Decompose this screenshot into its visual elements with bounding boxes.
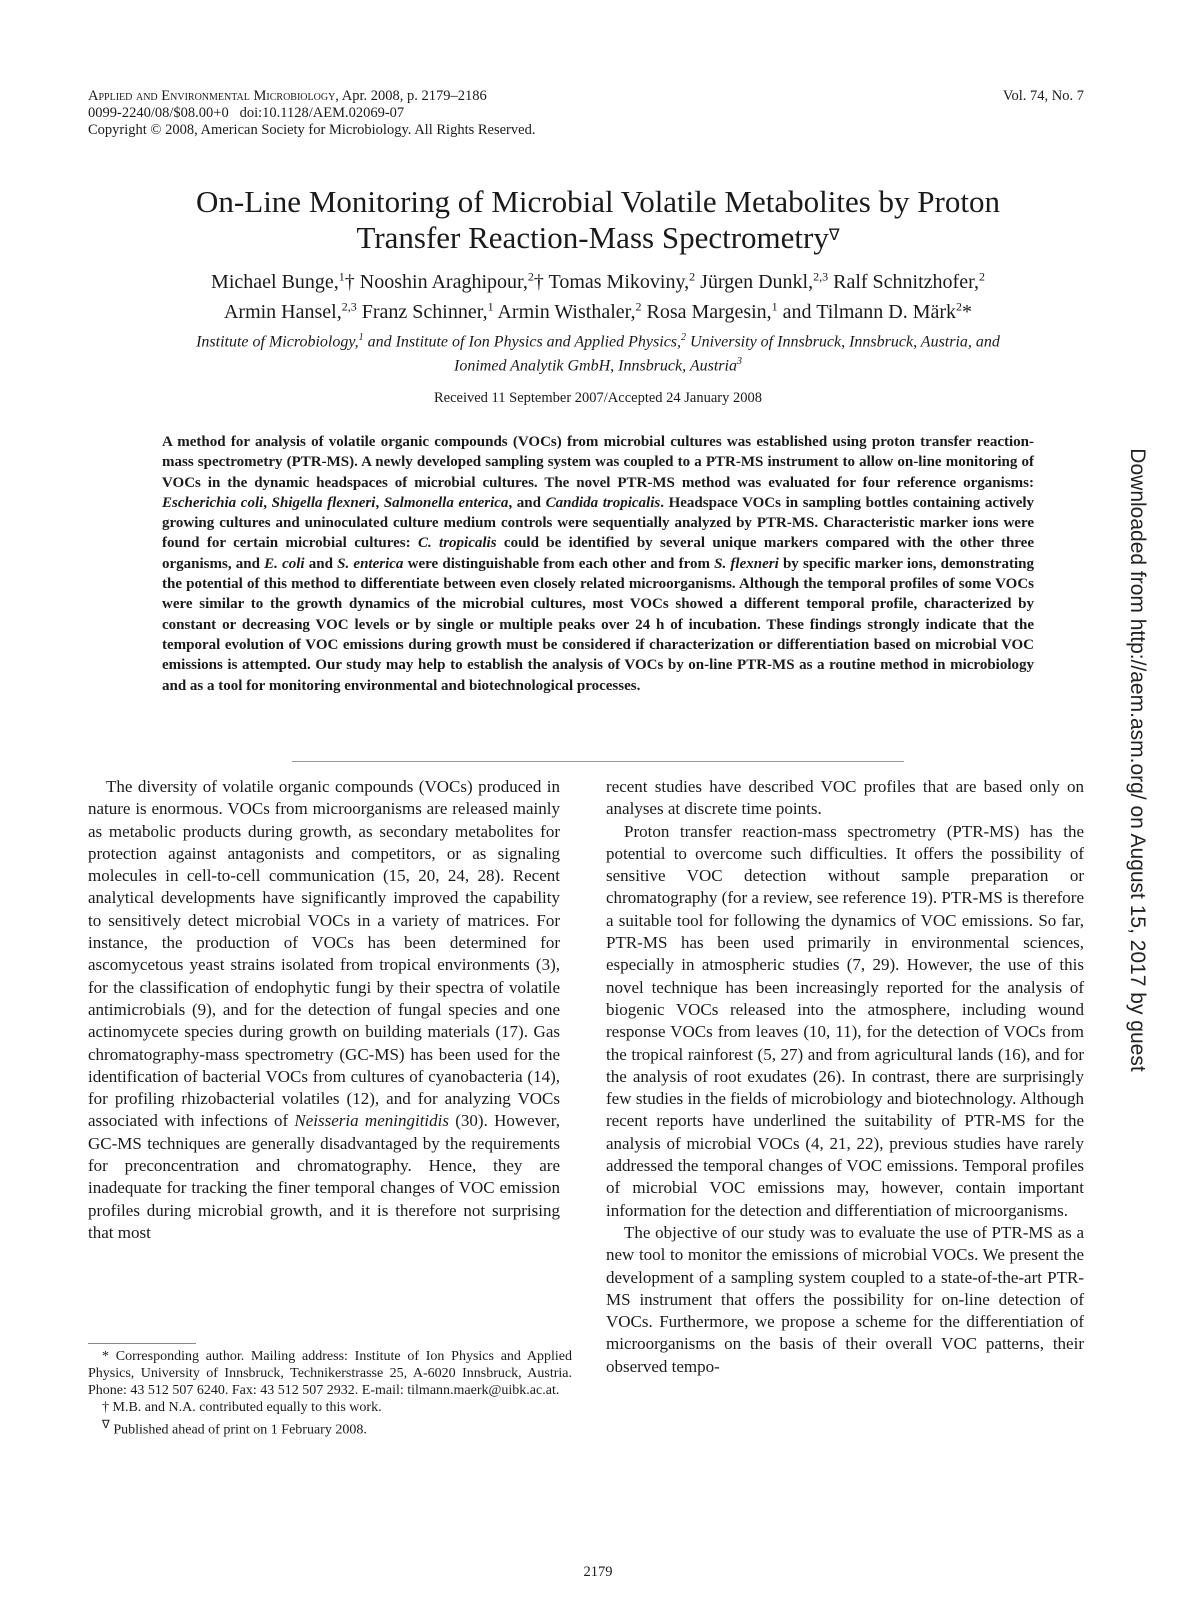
body-column-right [606,776,1084,1378]
journal-header [88,88,535,139]
page-number: 2179 [583,1564,613,1580]
author: Jürgen Dunkl,$^{2,3}$ [700,269,829,293]
body-column-left [88,776,560,1244]
issn: 0099-2240/08/$08.00+0 [88,105,229,121]
title-line-1: On-Line Monitoring of Microbial Volatile Metabolites by Proton [196,184,1000,219]
author: Armin Hansel,$^{2,3}$ [223,299,357,324]
affiliations: Institute of Microbiology,$^1$ and Institute of Ion Physics and Applied Physics,$^2$ University of Innsbruck, Innsbruck, Austria, and Ionimed Analytik GmbH, Innsbruck, Austria$^3$ [196,332,1000,375]
abstract: A method for analysis of volatile organic compounds (VOCs) from microbial cultures was established using proton transfer reaction-mass spectrometry (PTR-MS). A newly developed sampling system was coupled to a PTR-MS instrument to allow on-line monitoring of VOCs in the dynamic headspaces of microbial cultures. The novel PTR-MS method was evaluated for four reference organisms: Escherichia coli, Shigella flexneri, Salmonella enterica, and Candida tropicalis. Headspace VOCs in sampling bottles containing actively growing cultures and uninoculated culture medium controls were sequentially analyzed by PTR-MS. Characteristic marker ions were found for certain microbial cultures: C. tropicalis could be identified by several unique markers compared with the other three organisms, and E. coli and S. enterica were distinguishable from each other and from S. flexneri by specific marker ions, demonstrating the potential of this method to differentiate between even closely related microorganisms. Although the temporal profiles of some VOCs were similar to the growth dynamics of the microbial cultures, most VOCs showed a different temporal profile, characterized by constant or decreasing VOC levels or by single or multiple peaks over 24 h of incubation. These findings strongly indicate that the temporal evolution of VOC emissions during growth must be considered if characterization or differentiation based on microbial VOC emissions is attempted. Our study may help to establish the analysis of VOCs by on-line PTR-MS as a routine method in microbiology and as a tool for monitoring environmental and biotechnological processes. [162,434,1035,694]
title-footnote-mark: ∇ [828,227,840,244]
author: Ralf Schnitzhofer,$^2$ [833,269,985,293]
body-paragraph: The diversity of volatile organic compounds (VOCs) produced in nature is enormous. VOCs from microorganisms are released mainly as metabolic products during growth, as secondary metabolites for protection against antagonists and competitors, or as signaling molecules in cell-to-cell communication (15, 20, 24, 28). Recent analytical developments have significantly improved the capability to sensitively detect microbial VOCs in a variety of matrices. For instance, the production of VOCs has been determined for ascomycetous yeast strains isolated from tropical environments (3), for the classification of endophytic fungi by their spectra of volatile antimicrobials (9), and for the detection of fungal species and one actinomycete species during growth on building materials (17). Gas chromatography-mass spectrometry (GC-MS) has been used for the identification of bacterial VOCs from cultures of cyanobacteria (14), for profiling rhizobacterial volatiles (12), and for analyzing VOCs associated with infections of Neisseria meningitidis (30). However, GC-MS techniques are generally disadvantaged by the requirements for preconcentration and chromatography. Hence, they are inadequate for tracking the finer temporal changes of VOC emission profiles during microbial growth, and it is therefore not surprising that most [88,777,560,1242]
volume-issue: Vol. 74, No. 7 [1002,88,1084,104]
author: Tomas Mikoviny,$^2$ [548,269,696,293]
author-list [60,264,1136,325]
footnote-corresponding: * Corresponding author. Mailing address: Institute of Ion Physics and Applied Physics, University of Innsbruck, Technikerstrasse 25, A-6020 Innsbruck, Austria. Phone: 43 512 507 6240. Fax: 43 512 507 2932. E-mail: tilmann.maerk@uibk.ac.at. [88,1349,572,1398]
author: Armin Wisthaler,$^2$ [497,299,642,324]
author: Michael Bunge,$^1$† [211,269,360,293]
footnote-divider [88,1343,196,1344]
body-paragraph: The objective of our study was to evaluate the use of PTR-MS as a new tool to monitor the emissions of microbial VOCs. We present the development of a sampling system coupled to a state-of-the-art PTR-MS instrument that offers the possibility for on-line detection of VOCs. Furthermore, we propose a scheme for the differentiation of microorganisms on the basis of their overall VOC patterns, their observed tempo- [606,1222,1084,1376]
author: Franz Schinner,$^1$ [361,299,494,324]
article-title [60,184,1136,256]
author: and Tilmann D. Märk$^2$* [782,299,973,324]
journal-citation: , Apr. 2008, p. 2179–2186 [335,88,487,104]
doi: doi:10.1128/AEM.02069-07 [239,105,405,121]
abstract-divider [292,761,904,762]
received-dates: Received 11 September 2007/Accepted 24 January 2008 [433,390,763,406]
author: Nooshin Araghipour,$^2$† [359,269,549,293]
footnote-equal-contribution: † M.B. and N.A. contributed equally to this work. [102,1400,382,1415]
journal-name: Applied and Environmental Microbiology [88,88,336,104]
title-line-2: Transfer Reaction-Mass Spectrometry [356,220,829,255]
footnote-published: ∇ Published ahead of print on 1 February 2008. [102,1418,367,1438]
footnotes [88,1348,572,1439]
copyright: Copyright © 2008, American Society for Microbiology. All Rights Reserved. [88,122,536,138]
body-paragraph: recent studies have described VOC profiles that are based only on analyses at discrete time points. [606,777,1084,819]
author: Rosa Margesin,$^1$ [646,299,778,324]
body-paragraph: Proton transfer reaction-mass spectrometry (PTR-MS) has the potential to overcome such difficulties. It offers the possibility of sensitive VOC detection without sample preparation or chromatography (for a review, see reference 19). PTR-MS is therefore a suitable tool for following the dynamics of VOC emissions. So far, PTR-MS has been used primarily in environmental sciences, especially in atmospheric studies (7, 29). However, the use of this novel technique has been increasingly reported for the analysis of biogenic VOCs released into the atmosphere, including wound response VOCs from leaves (10, 11), for the detection of VOCs from the tropical rainforest (5, 27) and from agricultural lands (16), and for the analysis of root exudates (26). In contrast, there are surprisingly few studies in the fields of microbiology and biotechnology. Although recent reports have underlined the suitability of PTR-MS for the analysis of microbial VOCs (4, 21, 22), previous studies have rarely addressed the temporal changes of VOC emissions. Temporal profiles of microbial VOC emissions may, however, contain important information for the detection and differentiation of microorganisms. [606,821,1085,1220]
